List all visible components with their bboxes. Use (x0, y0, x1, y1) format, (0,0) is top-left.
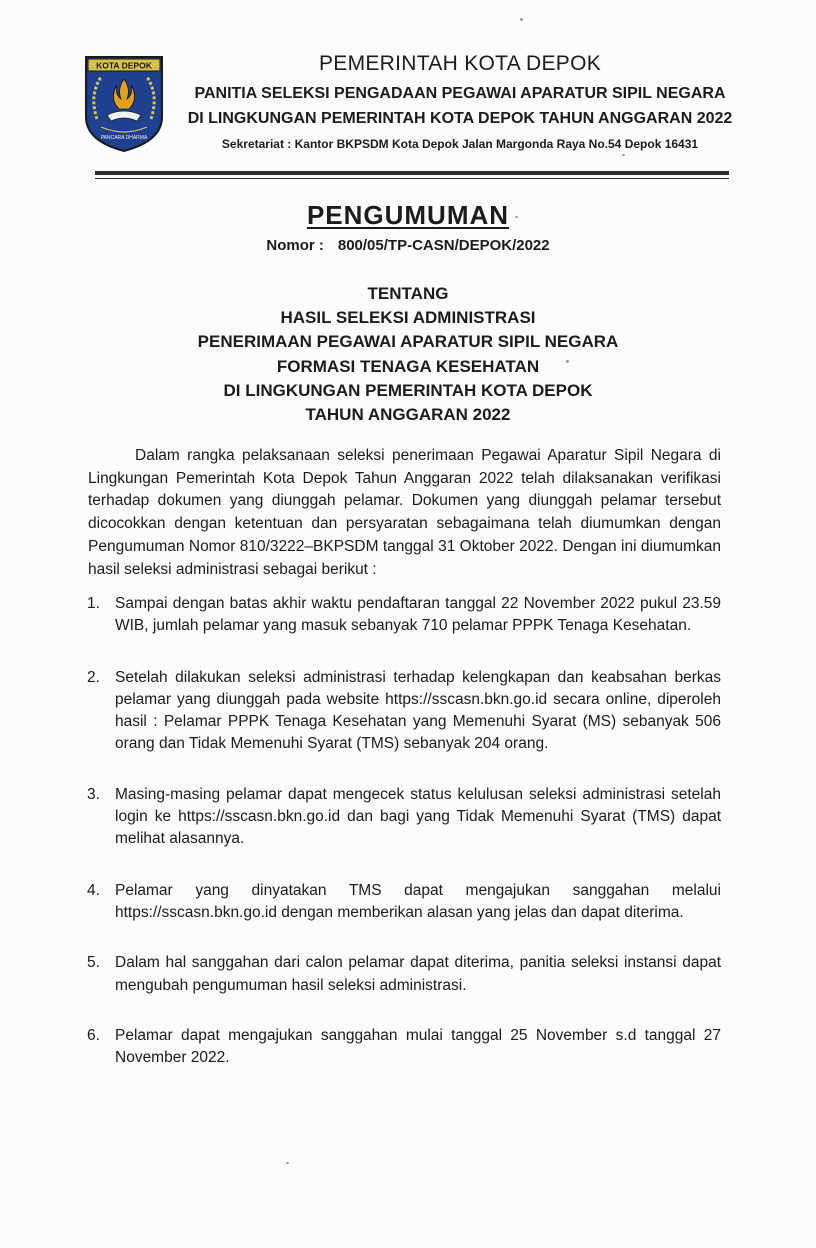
list-item-text: Setelah dilakukan seleksi administrasi terhadap kelengkapan dan keabsahan berkas pelamar yang diunggah pada website https://sscasn.bkn.go.id secara online, diperoleh hasil : Pelamar PPPK Tenaga Kesehatan yang Memenuhi Syarat (MS) sebanyak 506 orang dan Tidak Memenuhi Syarat (TMS) sebanyak 204 orang. (115, 668, 721, 753)
scan-speck (622, 154, 625, 156)
document-number-value: 800/05/TP-CASN/DEPOK/2022 (337, 237, 550, 254)
list-item-number: 3. (87, 785, 100, 803)
scan-speck (520, 18, 523, 21)
list-item-number: 5. (87, 954, 100, 972)
kota-depok-emblem (83, 55, 165, 153)
svg-text:KOTA DEPOK: KOTA DEPOK (96, 60, 152, 71)
document-number-label: Nomor : (266, 237, 324, 254)
announcement-points (88, 593, 721, 1069)
list-item (88, 593, 721, 638)
list-item (88, 880, 721, 925)
list-item-text: Pelamar dapat mengajukan sanggahan mulai tanggal 25 November s.d tanggal 27 November 2022. (115, 1026, 721, 1067)
list-item-text: Dalam hal sanggahan dari calon pelamar dapat diterima, panitia seleksi instansi dapat mengubah pengumuman hasil seleksi administrasi. (115, 954, 721, 994)
scan-speck (286, 1162, 289, 1164)
subject-line: HASIL SELEKSI ADMINISTRASI (280, 308, 536, 328)
scan-speck (566, 360, 569, 363)
subject-line: FORMASI TENAGA KESEHATAN (276, 356, 540, 376)
list-item (88, 784, 721, 851)
letterhead-rule-thin (95, 178, 729, 179)
letterhead (180, 48, 740, 151)
list-item-number: 6. (87, 1026, 100, 1044)
letterhead-scope: DI LINGKUNGAN PEMERINTAH KOTA DEPOK TAHUN ANGGARAN 2022 (187, 110, 733, 127)
letterhead-secretariat: Sekretariat : Kantor BKPSDM Kota Depok Jalan Margonda Raya No.54 Depok 16431 (221, 137, 699, 151)
list-item-number: 1. (87, 595, 100, 612)
letterhead-government: PEMERINTAH KOTA DEPOK (318, 52, 602, 75)
document-number (0, 237, 816, 254)
list-item-text: Sampai dengan batas akhir waktu pendaftaran tanggal 22 November 2022 pukul 23.59 WIB, jumlah pelamar yang masuk sebanyak 710 pelamar PPPK Tenaga Kesehatan. (115, 595, 721, 635)
subject-line: TAHUN ANGGARAN 2022 (305, 405, 511, 425)
list-item (88, 1025, 721, 1070)
subject-line: PENERIMAAN PEGAWAI APARATUR SIPIL NEGARA (197, 332, 619, 352)
list-item-text: Masing-masing pelamar dapat mengecek status kelulusan seleksi administrasi setelah login ke https://sscasn.bkn.go.id dan bagi yang Tidak Memenuhi Syarat (TMS) dapat melihat alasannya. (115, 785, 721, 848)
letterhead-rule-thick (95, 171, 729, 175)
intro-text: Dalam rangka pelaksanaan seleksi penerimaan Pegawai Aparatur Sipil Negara di Lingkungan Pemerintah Kota Depok Tahun Anggaran 2022 telah dilaksanakan verifikasi terhadap dokumen yang diunggah pelamar. Dokumen yang diunggah pelamar tersebut dicocokkan dengan ketentuan dan persyaratan sebagaimana telah diumumkan dengan Pengumuman Nomor 810/3222–BKPSDM tanggal 31 Oktober 2022. Dengan ini diumumkan hasil seleksi administrasi sebagai berikut : (88, 447, 721, 578)
document-title: PENGUMUMAN (306, 200, 510, 230)
svg-text:PANCARA DHARMA: PANCARA DHARMA (100, 135, 148, 141)
list-item-text: Pelamar yang dinyatakan TMS dapat mengajukan sanggahan melalui https://sscasn.bkn.go.id dengan memberikan alasan yang jelas dan dapat diterima. (115, 881, 721, 921)
intro-paragraph (88, 445, 721, 581)
list-item (88, 952, 721, 997)
document-subject (0, 282, 816, 427)
letterhead-committee: PANITIA SELEKSI PENGADAAN PEGAWAI APARATUR SIPIL NEGARA (194, 85, 726, 102)
list-item (88, 667, 721, 756)
list-item-number: 2. (87, 668, 100, 686)
list-item-number: 4. (87, 881, 100, 899)
subject-line: TENTANG (367, 284, 449, 303)
scan-speck (515, 216, 518, 218)
subject-line: DI LINGKUNGAN PEMERINTAH KOTA DEPOK (223, 380, 593, 400)
